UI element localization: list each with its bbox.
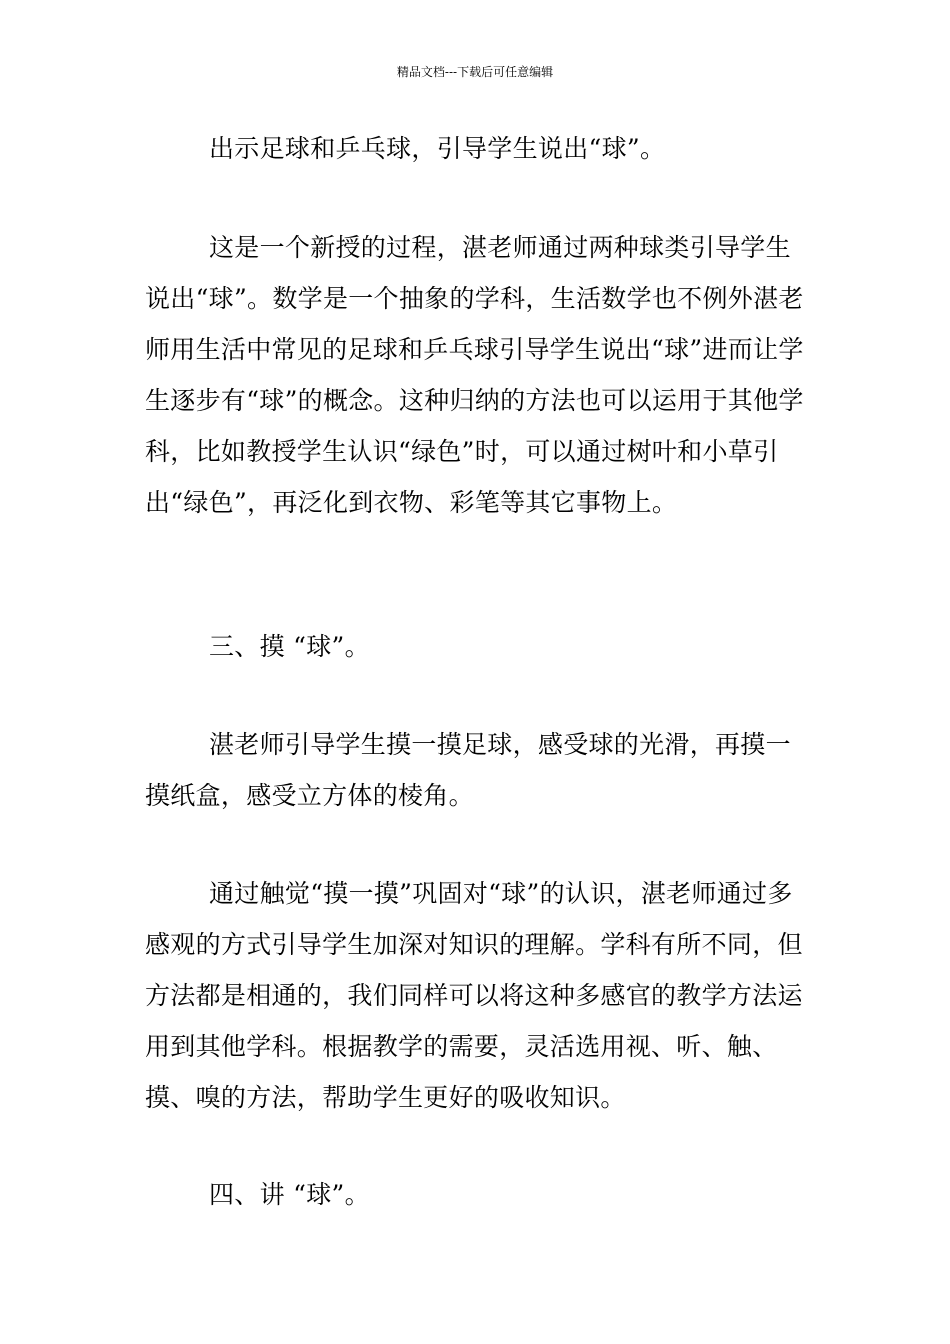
section-heading-4: 四、讲 “球”。 — [209, 1180, 370, 1209]
paragraph-intro: 出示足球和乒乓球，引导学生说出“球”。 — [209, 134, 666, 163]
section-heading-3: 三、摸 “球”。 — [209, 632, 370, 661]
page-header: 精品文档---下载后可任意编辑 — [396, 65, 554, 79]
paragraph-touch: 湛老师引导学生摸一摸足球，感受球的光滑，再摸一摸纸盒，感受立方体的棱角。 — [145, 730, 791, 810]
paragraph-analysis-1: 这是一个新授的过程，湛老师通过两种球类引导学生说出“球”。数学是一个抽象的学科，生活数学也不例外湛老师用生活中常见的足球和乒乓球引导学生说出“球”进而让学生逐步有“球”的概念。这种归纳的方法也可以运用于其他学科，比如教授学生认识“绿色”时，可以通过树叶和小草引出“绿色”，再泛化到衣物、彩笔等其它事物上。 — [145, 233, 804, 517]
paragraph-analysis-2: 通过触觉“摸一摸”巩固对“球”的认识，湛老师通过多感观的方式引导学生加深对知识的理解。学科有所不同，但方法都是相通的，我们同样可以将这种多感官的教学方法运用到其他学科。根据教学的需要，灵活选用视、听、触、摸、嗅的方法，帮助学生更好的吸收知识。 — [145, 879, 803, 1112]
